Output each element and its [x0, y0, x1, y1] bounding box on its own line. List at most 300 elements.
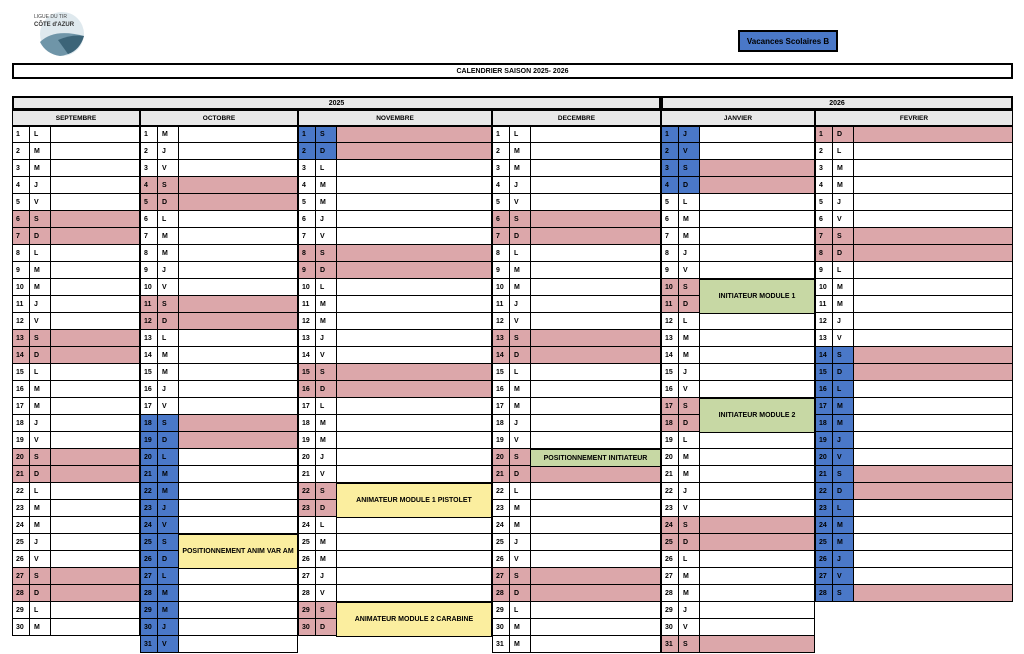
day-cell [700, 127, 814, 142]
weekday-letter: M [679, 585, 700, 601]
day-row [492, 279, 661, 296]
weekday-letter: V [158, 517, 179, 533]
weekday-letter: V [679, 619, 700, 635]
day-number: 31 [141, 636, 158, 652]
weekday-letter: V [316, 347, 337, 363]
day-number: 19 [13, 432, 30, 448]
day-cell [700, 568, 814, 584]
weekday-letter: J [30, 415, 51, 431]
day-row [815, 296, 1013, 313]
day-row [12, 126, 140, 143]
day-cell [179, 228, 297, 244]
weekday-letter: D [158, 194, 179, 210]
day-number: 13 [13, 330, 30, 346]
month-header-novembre: NOVEMBRE [298, 110, 492, 126]
day-cell [531, 228, 660, 244]
day-number: 2 [13, 143, 30, 159]
day-cell [337, 313, 491, 329]
day-cell [531, 245, 660, 261]
weekday-letter: M [833, 534, 854, 550]
day-row [12, 500, 140, 517]
day-cell [854, 313, 1012, 329]
day-number: 24 [816, 517, 833, 533]
weekday-letter: M [158, 245, 179, 261]
day-row [815, 279, 1013, 296]
day-number: 25 [141, 534, 158, 550]
day-number: 24 [493, 517, 510, 533]
day-number: 12 [816, 313, 833, 329]
weekday-letter: S [679, 636, 700, 652]
day-number: 20 [662, 449, 679, 465]
weekday-letter: S [510, 330, 531, 346]
day-row [298, 466, 492, 483]
day-cell [51, 296, 139, 312]
day-cell [51, 313, 139, 329]
day-row [12, 313, 140, 330]
day-row [815, 160, 1013, 177]
day-number: 21 [816, 466, 833, 482]
day-cell [700, 347, 814, 363]
day-row [298, 347, 492, 364]
day-cell [700, 619, 814, 635]
day-cell [700, 330, 814, 346]
weekday-letter: S [833, 228, 854, 244]
day-row [492, 381, 661, 398]
day-row [298, 534, 492, 551]
day-number: 11 [493, 296, 510, 312]
day-row [140, 619, 298, 636]
day-cell [854, 517, 1012, 533]
day-row [140, 398, 298, 415]
day-cell [854, 398, 1012, 414]
day-number: 25 [493, 534, 510, 550]
day-row [140, 330, 298, 347]
day-row [12, 245, 140, 262]
day-number: 22 [299, 483, 316, 499]
day-row [815, 432, 1013, 449]
weekday-letter: S [510, 568, 531, 584]
weekday-letter: V [833, 449, 854, 465]
day-cell [51, 517, 139, 533]
day-number: 22 [816, 483, 833, 499]
day-row [815, 483, 1013, 500]
day-number: 3 [13, 160, 30, 176]
weekday-letter: S [679, 517, 700, 533]
day-cell [337, 143, 491, 159]
day-row [492, 245, 661, 262]
day-row [298, 381, 492, 398]
day-number: 7 [662, 228, 679, 244]
day-row [815, 330, 1013, 347]
month-header-septembre: SEPTEMBRE [12, 110, 140, 126]
day-number: 23 [299, 500, 316, 516]
day-number: 12 [299, 313, 316, 329]
day-number: 4 [662, 177, 679, 193]
day-cell [51, 160, 139, 176]
day-number: 7 [816, 228, 833, 244]
weekday-letter: J [510, 534, 531, 550]
day-row [140, 211, 298, 228]
day-cell [854, 415, 1012, 431]
day-cell [700, 194, 814, 210]
league-logo [28, 6, 92, 58]
day-cell [179, 279, 297, 295]
month-header-fevrier: FEVRIER [815, 110, 1013, 126]
day-row [298, 415, 492, 432]
day-cell [51, 483, 139, 499]
day-row [492, 466, 661, 483]
day-number: 14 [141, 347, 158, 363]
day-number: 4 [141, 177, 158, 193]
day-number: 19 [662, 432, 679, 448]
day-cell [531, 500, 660, 516]
day-row [140, 347, 298, 364]
day-number: 16 [299, 381, 316, 397]
weekday-letter: J [316, 449, 337, 465]
day-cell [854, 194, 1012, 210]
day-number: 6 [662, 211, 679, 227]
day-number: 3 [299, 160, 316, 176]
weekday-letter: M [316, 177, 337, 193]
day-number: 27 [299, 568, 316, 584]
day-cell [51, 585, 139, 601]
weekday-letter: V [679, 143, 700, 159]
day-cell [51, 245, 139, 261]
day-row [661, 262, 815, 279]
day-cell [337, 534, 491, 550]
day-row [492, 551, 661, 568]
day-cell [337, 415, 491, 431]
day-cell [854, 143, 1012, 159]
day-row [661, 466, 815, 483]
day-number: 8 [299, 245, 316, 261]
day-cell [51, 449, 139, 465]
day-row [661, 381, 815, 398]
day-number: 14 [299, 347, 316, 363]
weekday-letter: J [30, 296, 51, 312]
day-row [140, 126, 298, 143]
weekday-letter: D [158, 432, 179, 448]
day-number: 13 [816, 330, 833, 346]
weekday-letter: J [679, 602, 700, 618]
day-number: 2 [662, 143, 679, 159]
event-annotation: INITIATEUR MODULE 2 [699, 398, 815, 433]
day-row [140, 143, 298, 160]
day-number: 16 [816, 381, 833, 397]
weekday-letter: J [158, 143, 179, 159]
day-number: 9 [662, 262, 679, 278]
day-cell [854, 364, 1012, 380]
day-cell [179, 636, 297, 652]
day-row [12, 279, 140, 296]
day-cell [700, 449, 814, 465]
weekday-letter: M [30, 381, 51, 397]
day-row [661, 211, 815, 228]
day-number: 15 [816, 364, 833, 380]
day-cell [337, 466, 491, 482]
day-cell [337, 279, 491, 295]
weekday-letter: L [30, 483, 51, 499]
day-row [815, 381, 1013, 398]
day-cell [700, 364, 814, 380]
day-row [492, 432, 661, 449]
weekday-letter: S [679, 279, 700, 295]
weekday-letter: J [30, 534, 51, 550]
weekday-letter: M [679, 228, 700, 244]
weekday-letter: M [679, 347, 700, 363]
weekday-letter: J [316, 568, 337, 584]
day-number: 28 [299, 585, 316, 601]
day-cell [854, 296, 1012, 312]
day-cell [179, 245, 297, 261]
day-cell [179, 160, 297, 176]
day-number: 26 [662, 551, 679, 567]
day-cell [531, 398, 660, 414]
day-cell [854, 381, 1012, 397]
weekday-letter: D [510, 466, 531, 482]
day-number: 19 [299, 432, 316, 448]
day-number: 7 [493, 228, 510, 244]
day-number: 26 [493, 551, 510, 567]
day-number: 15 [493, 364, 510, 380]
day-row [492, 415, 661, 432]
weekday-letter: M [833, 177, 854, 193]
day-number: 9 [493, 262, 510, 278]
day-row [12, 364, 140, 381]
day-number: 18 [493, 415, 510, 431]
day-row [492, 364, 661, 381]
weekday-letter: D [679, 296, 700, 312]
day-row [12, 398, 140, 415]
day-row [298, 568, 492, 585]
day-row [140, 313, 298, 330]
day-number: 2 [493, 143, 510, 159]
day-cell [337, 228, 491, 244]
day-number: 27 [662, 568, 679, 584]
day-number: 10 [141, 279, 158, 295]
day-number: 16 [13, 381, 30, 397]
weekday-letter: L [833, 500, 854, 516]
day-cell [854, 211, 1012, 227]
day-row [140, 177, 298, 194]
weekday-letter: D [679, 534, 700, 550]
day-row [12, 585, 140, 602]
weekday-letter: S [510, 449, 531, 465]
day-row [140, 432, 298, 449]
day-cell [700, 228, 814, 244]
day-number: 14 [662, 347, 679, 363]
day-cell [51, 551, 139, 567]
day-cell [51, 364, 139, 380]
weekday-letter: M [316, 415, 337, 431]
day-cell [179, 585, 297, 601]
month-header-janvier: JANVIER [661, 110, 815, 126]
weekday-letter: V [30, 432, 51, 448]
day-cell [51, 619, 139, 635]
weekday-letter: L [510, 364, 531, 380]
weekday-letter: V [833, 568, 854, 584]
day-cell [531, 296, 660, 312]
day-cell [854, 127, 1012, 142]
day-number: 26 [13, 551, 30, 567]
day-cell [531, 313, 660, 329]
day-cell [531, 381, 660, 397]
day-row [12, 619, 140, 636]
weekday-letter: J [158, 619, 179, 635]
day-cell [51, 127, 139, 142]
weekday-letter: S [30, 568, 51, 584]
weekday-letter: V [510, 551, 531, 567]
day-row [492, 636, 661, 653]
day-number: 8 [816, 245, 833, 261]
day-cell [179, 568, 297, 584]
day-number: 19 [816, 432, 833, 448]
day-cell [854, 228, 1012, 244]
day-row [12, 211, 140, 228]
day-cell [854, 347, 1012, 363]
month-column-janvier [661, 126, 815, 654]
day-number: 6 [299, 211, 316, 227]
day-number: 21 [493, 466, 510, 482]
day-row [12, 347, 140, 364]
day-cell [179, 415, 297, 431]
day-number: 5 [493, 194, 510, 210]
weekday-letter: M [833, 517, 854, 533]
day-row [298, 262, 492, 279]
day-cell [179, 449, 297, 465]
day-row [298, 143, 492, 160]
weekday-letter: L [833, 262, 854, 278]
weekday-letter: M [316, 534, 337, 550]
day-number: 17 [141, 398, 158, 414]
day-row [298, 296, 492, 313]
day-cell [179, 211, 297, 227]
day-number: 11 [13, 296, 30, 312]
weekday-letter: J [30, 177, 51, 193]
day-row [661, 313, 815, 330]
day-row [140, 449, 298, 466]
day-cell [700, 534, 814, 550]
day-number: 27 [141, 568, 158, 584]
weekday-letter: M [316, 296, 337, 312]
day-cell [700, 160, 814, 176]
day-row [661, 228, 815, 245]
day-number: 6 [141, 211, 158, 227]
day-number: 7 [299, 228, 316, 244]
day-number: 20 [493, 449, 510, 465]
day-row [298, 313, 492, 330]
weekday-letter: D [30, 228, 51, 244]
day-number: 29 [13, 602, 30, 618]
day-number: 15 [662, 364, 679, 380]
day-cell [531, 585, 660, 601]
day-cell [179, 347, 297, 363]
day-cell [531, 551, 660, 567]
weekday-letter: D [158, 551, 179, 567]
day-number: 26 [299, 551, 316, 567]
day-cell [51, 143, 139, 159]
day-row [140, 364, 298, 381]
weekday-letter: M [679, 449, 700, 465]
day-row [298, 517, 492, 534]
weekday-letter: V [510, 313, 531, 329]
day-cell [700, 432, 814, 448]
day-number: 1 [816, 127, 833, 142]
day-row [12, 449, 140, 466]
day-row [815, 500, 1013, 517]
day-number: 10 [493, 279, 510, 295]
weekday-letter: M [510, 619, 531, 635]
day-number: 3 [141, 160, 158, 176]
event-annotation: ANIMATEUR MODULE 2 CARABINE [336, 602, 492, 637]
weekday-letter: M [316, 551, 337, 567]
day-number: 25 [662, 534, 679, 550]
weekday-letter: J [679, 127, 700, 142]
day-cell [51, 347, 139, 363]
weekday-letter: D [833, 127, 854, 142]
day-number: 1 [299, 127, 316, 142]
day-row [298, 194, 492, 211]
day-cell [51, 568, 139, 584]
day-number: 28 [662, 585, 679, 601]
day-row [140, 466, 298, 483]
day-cell [179, 364, 297, 380]
day-number: 30 [141, 619, 158, 635]
day-cell [531, 330, 660, 346]
event-annotation: ANIMATEUR MODULE 1 PISTOLET [336, 483, 492, 518]
weekday-letter: D [316, 619, 337, 635]
weekday-letter: S [158, 296, 179, 312]
day-row [492, 483, 661, 500]
day-cell [51, 279, 139, 295]
day-row [815, 194, 1013, 211]
day-row [140, 483, 298, 500]
day-row [661, 551, 815, 568]
day-row [661, 483, 815, 500]
day-row [140, 296, 298, 313]
day-cell [700, 466, 814, 482]
weekday-letter: J [679, 483, 700, 499]
weekday-letter: J [316, 211, 337, 227]
day-row [12, 517, 140, 534]
day-cell [51, 500, 139, 516]
weekday-letter: J [833, 551, 854, 567]
day-number: 4 [493, 177, 510, 193]
legend-vacances: Vacances Scolaires B [738, 30, 838, 52]
day-number: 25 [816, 534, 833, 550]
weekday-letter: M [510, 143, 531, 159]
day-number: 15 [299, 364, 316, 380]
day-number: 6 [493, 211, 510, 227]
year-2026-bar: 2026 [661, 96, 1013, 110]
day-cell [337, 127, 491, 142]
day-row [298, 398, 492, 415]
day-number: 12 [493, 313, 510, 329]
weekday-letter: S [316, 245, 337, 261]
day-cell [337, 551, 491, 567]
day-cell [337, 398, 491, 414]
day-number: 27 [493, 568, 510, 584]
weekday-letter: M [510, 381, 531, 397]
day-number: 11 [816, 296, 833, 312]
day-number: 29 [493, 602, 510, 618]
day-cell [531, 466, 660, 482]
day-cell [337, 432, 491, 448]
day-cell [179, 262, 297, 278]
day-row [815, 415, 1013, 432]
day-number: 11 [141, 296, 158, 312]
day-row [492, 517, 661, 534]
